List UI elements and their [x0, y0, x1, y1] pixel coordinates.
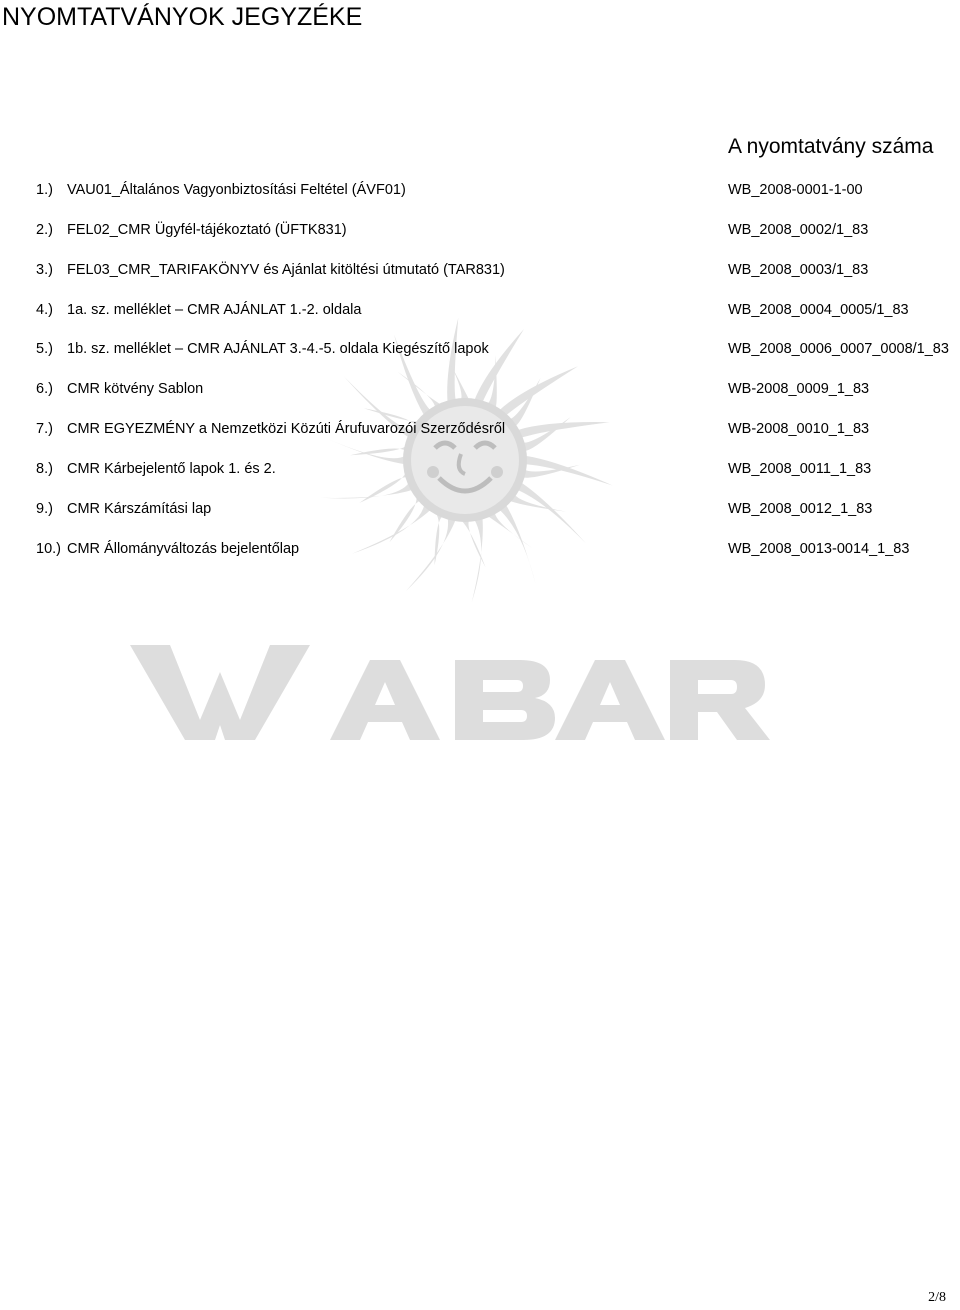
item-number: 3.): [36, 262, 53, 278]
item-name: CMR Kárbejelentő lapok 1. és 2.: [67, 461, 276, 477]
list-item: [0, 458, 960, 480]
item-code: WB_2008_0003/1_83: [728, 262, 869, 278]
item-name: FEL02_CMR Ügyfél-tájékoztató (ÜFTK831): [67, 222, 347, 238]
item-code: WB_2008-0001-1-00: [728, 182, 863, 198]
item-number: 6.): [36, 381, 53, 397]
item-name: CMR EGYEZMÉNY a Nemzetközi Közúti Árufuvarozói Szerződésről: [67, 421, 506, 437]
page-number: 2/8: [928, 1290, 946, 1305]
item-name: 1a. sz. melléklet – CMR AJÁNLAT 1.-2. oldala: [67, 302, 362, 318]
item-number: 9.): [36, 501, 53, 517]
sun-face-logo-icon: [125, 300, 795, 740]
item-number: 1.): [36, 182, 53, 198]
list-item: [0, 418, 960, 440]
item-code: WB_2008_0004_0005/1_83: [728, 302, 909, 318]
item-name: CMR Állományváltozás bejelentőlap: [67, 541, 300, 557]
list-item: [0, 538, 960, 560]
item-number: 4.): [36, 302, 53, 318]
item-number: 10.): [36, 541, 61, 557]
item-number: 8.): [36, 461, 53, 477]
item-number: 7.): [36, 421, 53, 437]
item-name: VAU01_Általános Vagyonbiztosítási Feltétel (ÁVF01): [67, 182, 406, 198]
item-name: CMR kötvény Sablon: [67, 381, 204, 397]
list-item: [0, 179, 960, 201]
list-item: [0, 259, 960, 281]
item-code: WB_2008_0012_1_83: [728, 501, 873, 517]
item-name: 1b. sz. melléklet – CMR AJÁNLAT 3.-4.-5. oldala Kiegészítő lapok: [67, 341, 489, 357]
list-item: [0, 378, 960, 400]
list-item: [0, 498, 960, 520]
item-code: WB-2008_0010_1_83: [728, 421, 870, 437]
item-code: WB_2008_0011_1_83: [728, 461, 872, 477]
page-title: NYOMTATVÁNYOK JEGYZÉKE: [2, 3, 363, 31]
item-code: WB_2008_0002/1_83: [728, 222, 869, 238]
list-item: [0, 299, 960, 321]
form-number-column-header: A nyomtatvány száma: [728, 135, 934, 158]
item-name: FEL03_CMR_TARIFAKÖNYV és Ajánlat kitöltési útmutató (TAR831): [67, 262, 505, 278]
item-code: WB_2008_0013-0014_1_83: [728, 541, 910, 557]
list-item: [0, 338, 960, 360]
list-item: [0, 219, 960, 241]
item-number: 2.): [36, 222, 53, 238]
item-name: CMR Kárszámítási lap: [67, 501, 212, 517]
item-code: WB-2008_0009_1_83: [728, 381, 870, 397]
item-number: 5.): [36, 341, 53, 357]
item-code: WB_2008_0006_0007_0008/1_83: [728, 341, 949, 357]
